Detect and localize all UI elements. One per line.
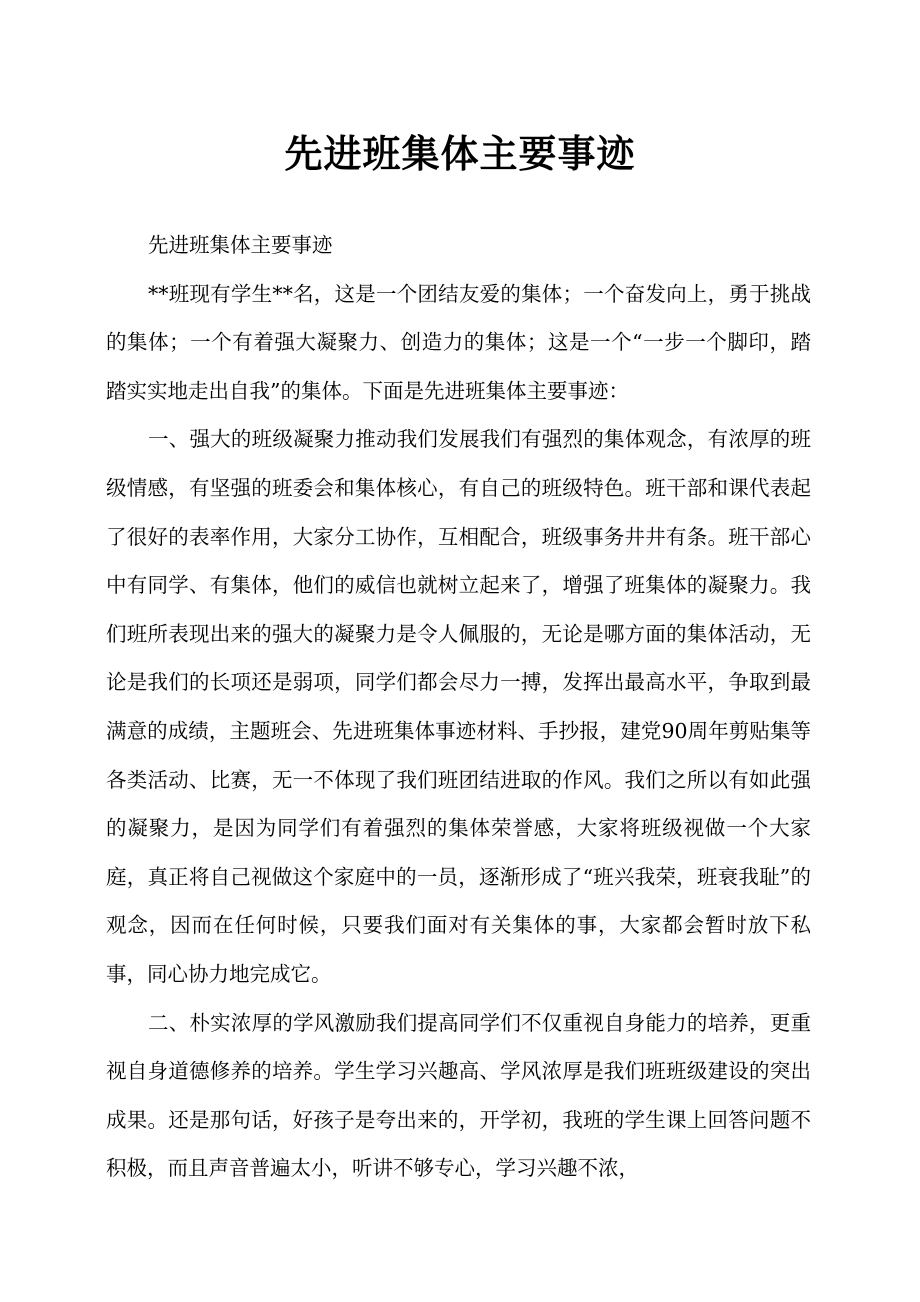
document-title: 先进班集体主要事迹 [284, 132, 636, 176]
section-one-paragraph: 一、强大的班级凝聚力推动我们发展我们有强烈的集体观念，有浓厚的班级情感，有坚强的班委会和集体核心，有自己的班级特色。班干部和课代表起了很好的表率作用，大家分工协作，互相配合，班级事务井井有条。班干部心中有同学、有集体，他们的威信也就树立起来了，增强了班集体的凝聚力。我们班所表现出来的强大的凝聚力是令人佩服的，无论是哪方面的集体活动，无论是我们的长项还是弱项，同学们都会尽力一搏，发挥出最高水平，争取到最满意的成绩，主题班会、先进班集体事迹材料、手抄报，建党90周年剪贴集等各类活动、比赛，无一不体现了我们班团结进取的作风。我们之所以有如此强的凝聚力，是因为同学们有着强烈的集体荣誉感，大家将班级视做一个大家庭，真正将自己视做这个家庭中的一员，逐渐形成了“班兴我荣，班衰我耻”的观念，因而在任何时候，只要我们面对有关集体的事，大家都会暂时放下私事，同心协力地完成它。 [106, 427, 811, 986]
subtitle-paragraph: 先进班集体主要事迹 [148, 233, 333, 257]
intro-paragraph: **班现有学生**名，这是一个团结友爱的集体；一个奋发向上，勇于挑战的集体；一个有着强大凝聚力、创造力的集体；这是一个“一步一个脚印，踏踏实实地走出自我”的集体。下面是先进班集体主要事迹： [106, 281, 811, 403]
section-two-paragraph: 二、朴实浓厚的学风激励我们提高同学们不仅重视自身能力的培养，更重视自身道德修养的培养。学生学习兴趣高、学风浓厚是我们班班级建设的突出成果。还是那句话，好孩子是夸出来的，开学初，我班的学生课上回答问题不积极，而且声音普遍太小，听讲不够专心，学习兴趣不浓， [106, 1010, 811, 1181]
document-body [106, 221, 811, 1193]
